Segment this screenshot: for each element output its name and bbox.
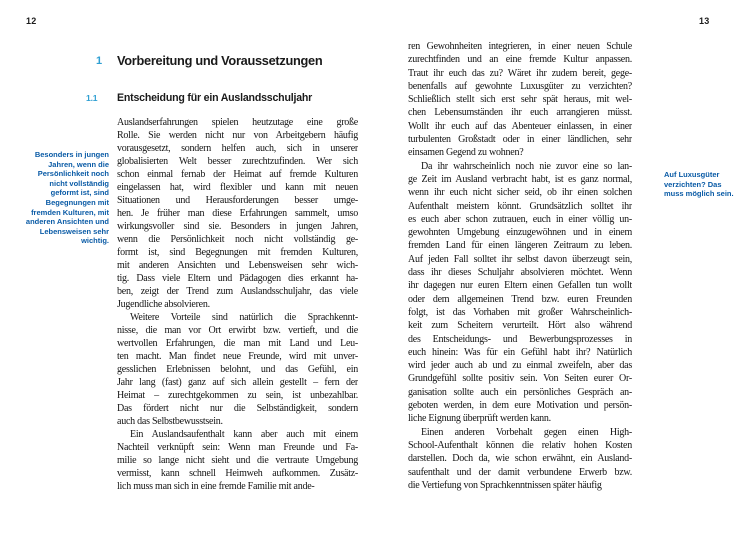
body-line: formt ist, sind Begegnungen mit fremden Kulturen, bbox=[117, 247, 358, 258]
page-number-right: 13 bbox=[699, 16, 710, 26]
body-line: Rolle. Sie werden nicht nur von Arbeitgebern häufig bbox=[117, 130, 358, 141]
body-line: zurechtfinden und an eine fremde Kultur anpassen. bbox=[408, 54, 632, 66]
body-line: Weitere Vorteile sind natürlich die Sprachkennt- bbox=[130, 312, 358, 323]
body-line: fremden Land für einen längeren Zeitraum zu leben. bbox=[408, 240, 632, 252]
body-line: lich muss man sich in eine fremde Familie mit ande- bbox=[117, 481, 315, 492]
body-line: dass ihr dieses Schuljahr absolvieren möchtet. Wenn bbox=[408, 267, 632, 279]
body-line: Nachteil verknüpft sein: Wenn man Freunde und Fa- bbox=[117, 442, 358, 453]
body-line: Das fördert nicht nur die Selbständigkeit, sondern bbox=[117, 403, 358, 414]
body-line: ihr dagegen nur euren Eltern einen Gefallen tun wollt bbox=[408, 280, 632, 292]
body-line: auch das Selbstbewusstsein. bbox=[117, 416, 223, 427]
body-column-left bbox=[117, 116, 358, 493]
body-line: benenfalls auf gewohnte Luxusgüter zu verzichten? bbox=[408, 80, 632, 92]
page-number-left: 12 bbox=[26, 16, 37, 26]
body-line: wirkungsvoller sind sie. Besonders in jungen Jahren, bbox=[117, 221, 358, 232]
body-line: Ein Auslandsaufenthalt kann aber auch mit einem bbox=[130, 429, 358, 440]
body-line: saufenthalt und der damit verbundene Erwerb bzw. bbox=[408, 466, 632, 478]
chapter-number: 1 bbox=[96, 55, 103, 67]
body-line: nisse, die man vor Ort erwirbt bzw. vertieft, und die bbox=[117, 325, 358, 336]
body-line: keit zum Scheitern verurteilt. Hört also während bbox=[408, 320, 632, 332]
body-line: globalisierten Welt besser zurechtzufinden. Wer sich bbox=[117, 156, 358, 167]
section-number: 1.1 bbox=[86, 93, 98, 103]
body-line: euch hinein: Was für ein Gefühl habt ihr? Natürlich bbox=[408, 346, 632, 358]
body-line: schon einmal fernab der Heimat auf fremde Kulturen bbox=[117, 169, 358, 180]
body-line: School-Aufenthalt können die relativ hohen Kosten bbox=[408, 439, 632, 451]
body-line: geboten werden, in dem eure Motivation und persön- bbox=[408, 400, 632, 412]
body-line: ten macht. Man findet neue Freunde, wird mit unver- bbox=[117, 351, 358, 362]
body-line: Jahr lang (fast) ganz auf sich allein gestellt – fern der bbox=[117, 377, 358, 388]
body-line: des Entscheidungs- und Bewerbungsprozesses in bbox=[408, 333, 632, 345]
body-line: oder dem allgemeinen Trend bzw. euren Freunden bbox=[408, 293, 632, 305]
body-line: gewohnten Umgebung einzugewöhnen und in einem bbox=[408, 227, 632, 239]
body-line: Wollt ihr euch auf das Abenteuer einlassen, in einer bbox=[408, 120, 632, 132]
body-line: mit anderen Ansichten und Lebensweisen sehr wich- bbox=[117, 260, 358, 271]
body-line: gesslichen Erlebnissen belohnt, und das Gefühl, ein bbox=[117, 364, 358, 375]
body-line: ganisation sollte auch ein persönliches Gespräch an- bbox=[408, 386, 632, 398]
body-line: Situationen und Herausforderungen besser umge- bbox=[117, 195, 358, 206]
body-line: wertvollen Erfahrungen, die man mit Land und Leu- bbox=[117, 338, 358, 349]
body-line: Jugendliche absolvieren. bbox=[117, 299, 210, 310]
body-line: Grundgefühl sollte positiv sein. Von Seiten eurer Or- bbox=[408, 373, 632, 385]
body-line: Aufenthalt meistern könnt. Grundsätzlich solltet ihr bbox=[408, 200, 632, 212]
body-line: turbulenten Großstadt oder in einer ländlichen, sehr bbox=[408, 134, 632, 146]
body-line: tig. Dass viele Eltern und Pädagogen dies erkannt ha- bbox=[117, 273, 358, 284]
body-line: eingelassen hat, wird flexibler und kann mit neuen bbox=[117, 182, 358, 193]
body-line: ge Zeit im Ausland verbracht habt, ist es ganz normal, bbox=[408, 173, 632, 185]
body-column-right bbox=[408, 40, 632, 492]
body-line: ben, zeigt der Trend zum Auslandsschuljahr, das viele bbox=[117, 286, 358, 297]
body-line: darstellen. Doch da, wie schon erwähnt, ein Ausland- bbox=[408, 453, 632, 465]
body-line: wenn die Persönlichkeit noch nicht vollständig ge- bbox=[117, 234, 358, 245]
body-line: hen. Je früher man diese Erfahrungen sammelt, umso bbox=[117, 208, 358, 219]
body-line: Auslandserfahrungen spielen heutzutage eine große bbox=[117, 117, 358, 128]
body-line: liche Eignung überprüft werden kann. bbox=[408, 413, 551, 425]
body-line: folgt, ist das Vorhaben mit großer Wahrscheinlich- bbox=[408, 306, 632, 318]
body-line: wird jeder auch ab und zu einmal zweifeln, aber das bbox=[408, 360, 632, 372]
body-line: Auf jeden Fall solltet ihr selbst davon überzeugt sein, bbox=[408, 253, 632, 265]
body-line: einsamen Gegend zu wohnen? bbox=[408, 147, 524, 159]
body-line: es euch aber schon zutrauen, euch in einer völlig un- bbox=[408, 213, 632, 225]
body-line: chen Lebensumständen ihr euch arrangieren müsst. bbox=[408, 107, 632, 119]
margin-note-left: Besonders in jungen Jahren, wenn die Persönlichkeit noch nicht vollständig geformt ist, sind Begegnungen mit fremden Kulturen, mit anderen Ansichten und Lebensweisen sehr wichtig. bbox=[25, 150, 109, 246]
body-line: Traut ihr euch das zu? Wäret ihr zudem bereit, gege- bbox=[408, 67, 632, 79]
body-line: Heimat – zurechtgekommen zu sein, ist unbezahlbar. bbox=[117, 390, 358, 401]
body-line: vorausgesetzt, sondern helfen auch, sich in unserer bbox=[117, 143, 358, 154]
body-line: vermisst, kann schnell Heimweh aufkommen. Zusätz- bbox=[117, 468, 358, 479]
section-title: Entscheidung für ein Auslandsschuljahr bbox=[117, 92, 313, 104]
chapter-title: Vorbereitung und Voraussetzungen bbox=[117, 53, 323, 68]
body-line: Da ihr wahrscheinlich noch nie zuvor eine so lan- bbox=[421, 160, 632, 172]
body-line: ren Gewohnheiten integrieren, in einer neuen Schule bbox=[408, 41, 632, 52]
margin-note-right: Auf Luxusgüter verzichten? Das muss möglich sein. bbox=[664, 170, 734, 199]
body-line: wenn ihr euch nicht sicher seid, ob ihr einen solchen bbox=[408, 187, 632, 199]
body-line: die Vertiefung von Sprachkenntnissen später häufig bbox=[408, 479, 602, 491]
body-line: Schließlich stellt sich erst sehr spät heraus, mit wel- bbox=[408, 94, 632, 106]
body-line: milie so lange nicht sieht und die vertraute Umgebung bbox=[117, 455, 358, 466]
body-line: Einen anderen Vorbehalt gegen einen High- bbox=[421, 426, 632, 438]
